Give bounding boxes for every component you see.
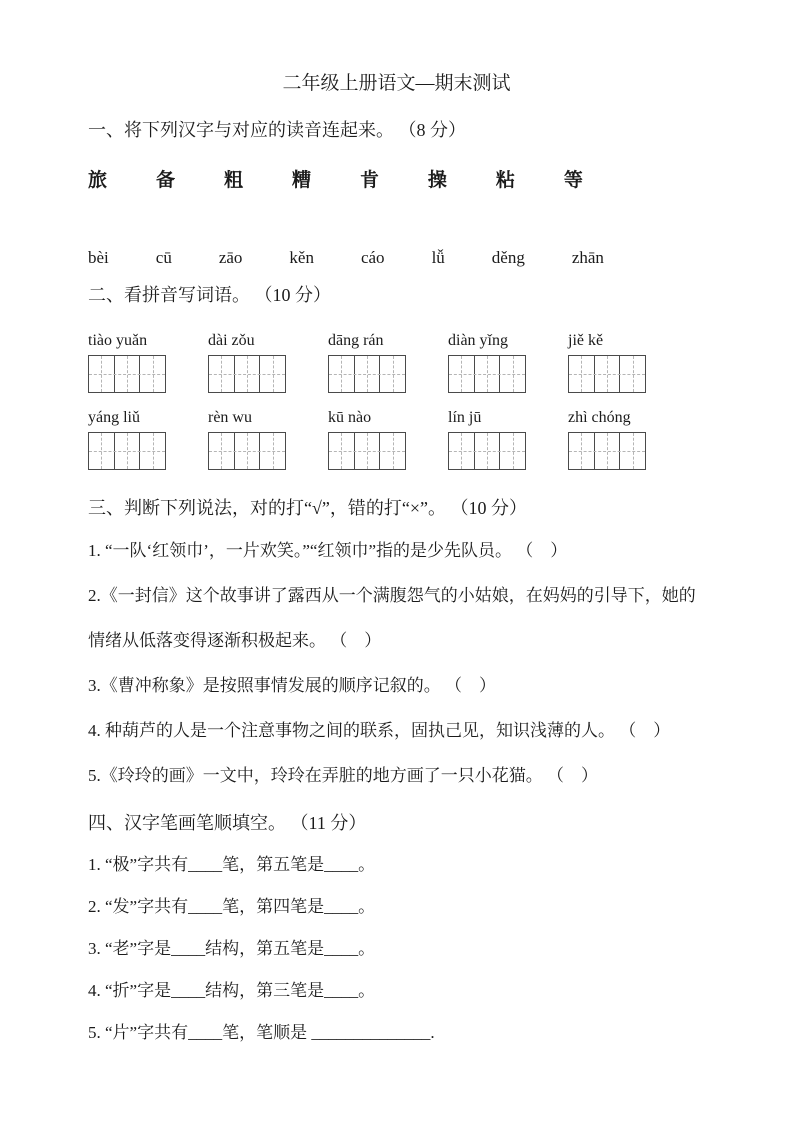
writing-grid-unit: [88, 407, 166, 470]
writing-grid: [208, 432, 286, 470]
writing-cell: [500, 433, 525, 469]
writing-cell: [89, 433, 115, 469]
pinyin-item: zāo: [218, 248, 243, 267]
pinyin-item: zhān: [571, 248, 604, 267]
section1-heading: 一、将下列汉字与对应的读音连起来。 （8 分）: [88, 120, 466, 140]
pinyin-label: dāng rán: [328, 332, 384, 349]
writing-cell: [475, 356, 501, 392]
section3-heading: 三、判断下列说法，对的打“√”，错的打“×”。 （10 分）: [88, 498, 527, 518]
question-item: 3. “老”字是____结构，第五笔是____。: [88, 939, 376, 958]
writing-grid: [88, 432, 166, 470]
writing-cell: [209, 356, 235, 392]
writing-cell: [329, 433, 355, 469]
question-item: 2. “发”字共有____笔，第四笔是____。: [88, 897, 376, 916]
writing-grid-unit: [448, 330, 526, 393]
writing-grid-unit: [328, 407, 406, 470]
section2-heading: 二、看拼音写词语。 （10 分）: [88, 285, 331, 305]
writing-cell: [260, 433, 285, 469]
pinyin-label: kū nào: [328, 409, 372, 426]
writing-cell: [115, 356, 141, 392]
writing-cell: [260, 356, 285, 392]
writing-grid-unit: [448, 407, 526, 470]
question-item: 1. “一队‘红领巾’，一片欢笑。”“红领巾”指的是少先队员。 （ ）: [88, 541, 568, 560]
hanzi-character: 等: [563, 170, 584, 191]
writing-grid: [448, 355, 526, 393]
writing-cell: [329, 356, 355, 392]
question-item: 5. “片”字共有____笔，笔顺是 ______________.: [88, 1023, 435, 1042]
writing-cell: [500, 356, 525, 392]
writing-cell: [355, 433, 381, 469]
hanzi-character: 肯: [359, 170, 380, 191]
pinyin-label: jiě kě: [568, 332, 604, 349]
writing-cell: [89, 356, 115, 392]
hanzi-character-row: [88, 165, 584, 192]
question-item: 3.《曹冲称象》是按照事情发展的顺序记叙的。 （ ）: [88, 676, 496, 695]
writing-cell: [235, 356, 261, 392]
pinyin-label: tiào yuǎn: [88, 332, 148, 349]
writing-grid-unit: [328, 330, 406, 393]
writing-grid-unit: [208, 407, 286, 470]
writing-cell: [380, 433, 405, 469]
page-title: 二年级上册语文—期末测试: [282, 73, 511, 94]
writing-cell: [620, 433, 645, 469]
hanzi-character: 备: [155, 170, 176, 191]
writing-cell: [209, 433, 235, 469]
pinyin-item: cáo: [360, 248, 385, 267]
writing-grid: [328, 432, 406, 470]
pinyin-label: yáng liǔ: [88, 409, 140, 426]
writing-cell: [380, 356, 405, 392]
question-item: 4. 种葫芦的人是一个注意事物之间的联系，固执己见，知识浅薄的人。 （ ）: [88, 721, 671, 740]
question-item: 2.《一封信》这个故事讲了露西从一个满腹怨气的小姑娘，在妈妈的引导下，她的情绪从低落变得逐渐积极起来。 （ ）: [88, 586, 696, 650]
writing-grid-unit: [208, 330, 286, 393]
writing-cell: [620, 356, 645, 392]
writing-cell: [140, 433, 165, 469]
question-item: 1. “极”字共有____笔，第五笔是____。: [88, 855, 376, 874]
pinyin-item: kěn: [289, 248, 314, 267]
hanzi-character: 粗: [223, 170, 244, 191]
pinyin-item: děng: [491, 248, 525, 267]
hanzi-character: 操: [427, 170, 448, 191]
writing-cell: [569, 356, 595, 392]
pinyin-item: bèi: [88, 248, 109, 267]
section4-heading: 四、汉字笔画笔顺填空。 （11 分）: [88, 813, 367, 833]
hanzi-character: 粘: [495, 170, 516, 191]
pinyin-item: lǚ: [431, 248, 445, 267]
writing-grid-unit: [568, 407, 646, 470]
hanzi-character: 糟: [291, 170, 312, 191]
writing-grid: [568, 355, 646, 393]
hanzi-character: 旅: [88, 170, 109, 191]
writing-cell: [449, 433, 475, 469]
writing-grid: [88, 355, 166, 393]
writing-grid: [448, 432, 526, 470]
writing-grid-row-2: [88, 407, 705, 470]
writing-cell: [595, 356, 621, 392]
writing-grid: [568, 432, 646, 470]
writing-cell: [595, 433, 621, 469]
writing-cell: [475, 433, 501, 469]
writing-cell: [115, 433, 141, 469]
question-item: 4. “折”字是____结构，第三笔是____。: [88, 981, 376, 1000]
pinyin-label: rèn wu: [208, 409, 252, 426]
writing-cell: [355, 356, 381, 392]
pinyin-row: [88, 248, 604, 268]
writing-cell: [235, 433, 261, 469]
writing-grid: [208, 355, 286, 393]
writing-cell: [449, 356, 475, 392]
writing-grid-row-1: [88, 330, 705, 393]
pinyin-label: lín jū: [448, 409, 482, 426]
pinyin-label: zhì chóng: [568, 409, 631, 426]
pinyin-label: diàn yǐng: [448, 332, 508, 349]
writing-cell: [569, 433, 595, 469]
writing-grid: [328, 355, 406, 393]
question-item: 5.《玲玲的画》一文中，玲玲在弄脏的地方画了一只小花猫。 （ ）: [88, 766, 598, 785]
pinyin-label: dài zǒu: [208, 332, 255, 349]
pinyin-item: cū: [155, 248, 172, 267]
writing-grid-unit: [568, 330, 646, 393]
writing-grid-unit: [88, 330, 166, 393]
writing-cell: [140, 356, 165, 392]
